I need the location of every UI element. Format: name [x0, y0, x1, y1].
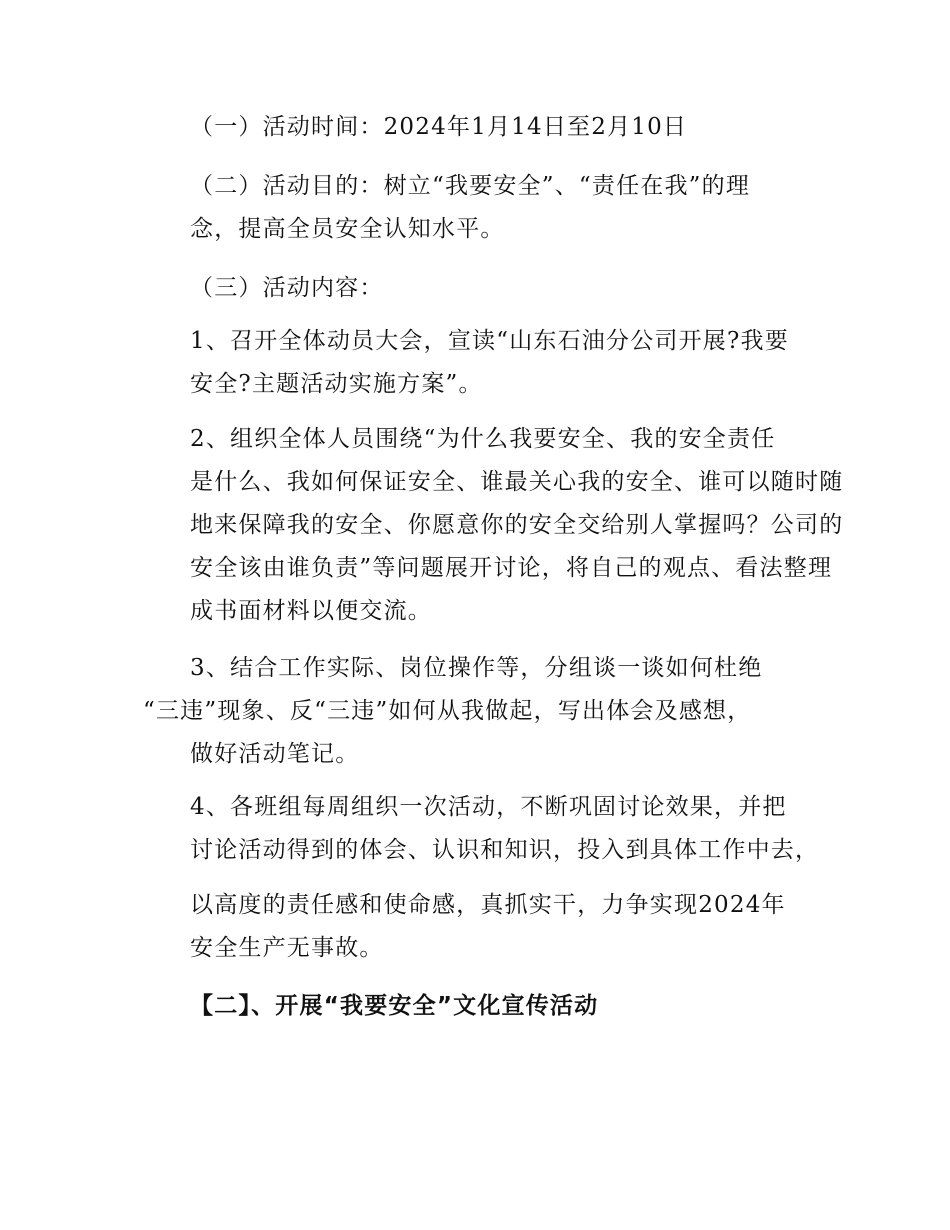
section-heading: 【二】、开展“我要安全”文化宣传活动 [190, 993, 599, 1019]
text-line: 以高度的责任感和使命感，真抓实干，力争实现2024年 [190, 892, 786, 918]
paragraph-closing [143, 884, 813, 970]
text-line: 念，提高全员安全认知水平。 [190, 216, 505, 242]
paragraph-item-4 [143, 786, 820, 872]
text-line: “三违”现象、反“三违”如何从我做起，写出体会及感想， [143, 698, 752, 724]
text-line: 1、召开全体动员大会，宣读“山东石油分公司开展?我要 [190, 328, 789, 354]
text-line: 安全?主题活动实施方案”。 [190, 371, 483, 397]
text-line: （三）活动内容： [190, 275, 384, 301]
text-line: 地来保障我的安全、你愿意你的安全交给别人掌握吗？公司的 [190, 512, 844, 538]
text-line: （二）活动目的：树立“我要安全”、“责任在我”的理 [190, 173, 751, 199]
text-line: 2、组织全体人员围绕“为什么我要安全、我的安全责任 [190, 426, 776, 452]
text-line: 做好活动笔记。 [190, 741, 360, 767]
text-line: 安全该由谁负责”等问题展开讨论，将自己的观点、看法整理 [190, 555, 833, 581]
paragraph-item-1 [143, 320, 813, 406]
paragraph-activity-time [143, 106, 813, 149]
paragraph-activity-content [143, 267, 813, 310]
text-line: 3、结合工作实际、岗位操作等，分组谈一谈如何杜绝 [190, 655, 763, 681]
text-line: 是什么、我如何保证安全、谁最关心我的安全、谁可以随时随 [190, 469, 844, 495]
paragraph-item-3 [143, 647, 813, 776]
text-line: 讨论活动得到的体会、认识和知识，投入到具体工作中去， [190, 837, 820, 863]
text-line: （一）活动时间：2024年1月14日至2月10日 [190, 114, 688, 140]
text-line: 安全生产无事故。 [190, 935, 384, 961]
paragraph-activity-purpose [143, 165, 813, 251]
text-line: 4、各班组每周组织一次活动，不断巩固讨论效果，并把 [190, 794, 787, 820]
text-line: 成书面材料以便交流。 [190, 598, 432, 624]
paragraph-item-2 [143, 418, 844, 633]
